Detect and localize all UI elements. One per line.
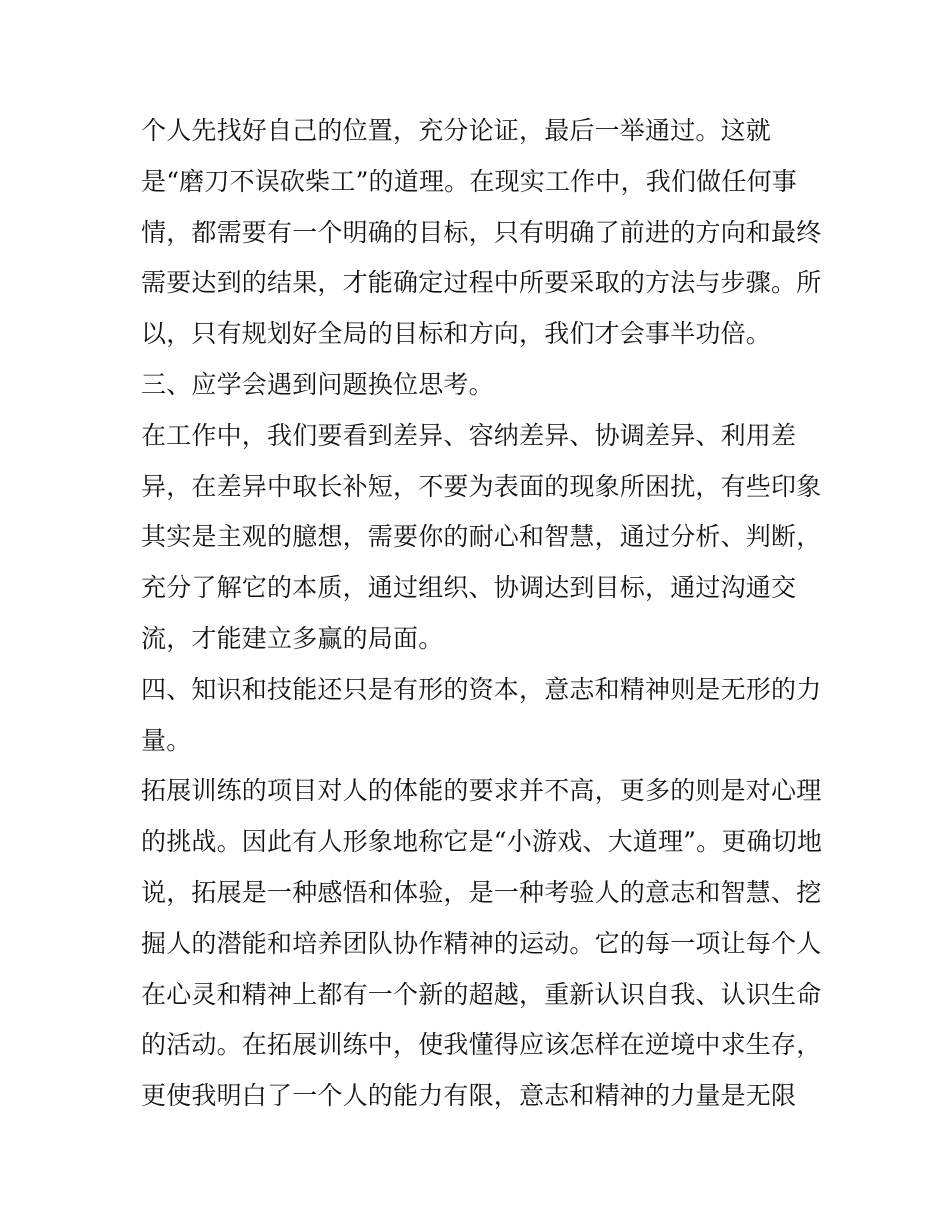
text-line: 的活动。在拓展训练中，使我懂得应该怎样在逆境中求生存， — [141, 1030, 822, 1060]
text-line: 流，才能建立多赢的局面。 — [141, 623, 444, 653]
text-line: 需要达到的结果，才能确定过程中所要采取的方法与步骤。所 — [141, 268, 822, 298]
text-line: 异，在差异中取长补短，不要为表面的现象所困扰，有些印象 — [141, 471, 822, 501]
text-line: 说，拓展是一种感悟和体验，是一种考验人的意志和智慧、挖 — [141, 877, 822, 907]
body-text — [141, 106, 831, 1122]
text-line: 是“磨刀不误砍柴工”的道理。在现实工作中，我们做任何事 — [141, 166, 797, 196]
section-heading-4: 四、知识和技能还只是有形的资本，意志和精神则是无形的力 — [141, 674, 822, 704]
text-line: 更使我明白了一个人的能力有限，意志和精神的力量是无限 — [141, 1081, 797, 1111]
text-line: 充分了解它的本质，通过组织、协调达到目标，通过沟通交 — [141, 573, 797, 603]
section-heading-3: 三、应学会遇到问题换位思考。 — [141, 369, 494, 399]
text-line: 情，都需要有一个明确的目标，只有明确了前进的方向和最终 — [141, 217, 822, 247]
text-line: 其实是主观的臆想，需要你的耐心和智慧，通过分析、判断， — [141, 522, 822, 552]
section-heading-4-continued: 量。 — [141, 725, 192, 755]
text-line: 在心灵和精神上都有一个新的超越，重新认识自我、认识生命 — [141, 979, 822, 1009]
text-line: 在工作中，我们要看到差异、容纳差异、协调差异、利用差 — [141, 420, 797, 450]
text-line: 掘人的潜能和培养团队协作精神的运动。它的每一项让每个人 — [141, 928, 822, 958]
text-line: 的挑战。因此有人形象地称它是“小游戏、大道理”。更确切地 — [141, 827, 823, 857]
text-line: 个人先找好自己的位置，充分论证，最后一举通过。这就 — [141, 116, 772, 145]
text-line: 拓展训练的项目对人的体能的要求并不高，更多的则是对心理 — [141, 776, 822, 806]
text-line: 以，只有规划好全局的目标和方向，我们才会事半功倍。 — [141, 319, 772, 349]
